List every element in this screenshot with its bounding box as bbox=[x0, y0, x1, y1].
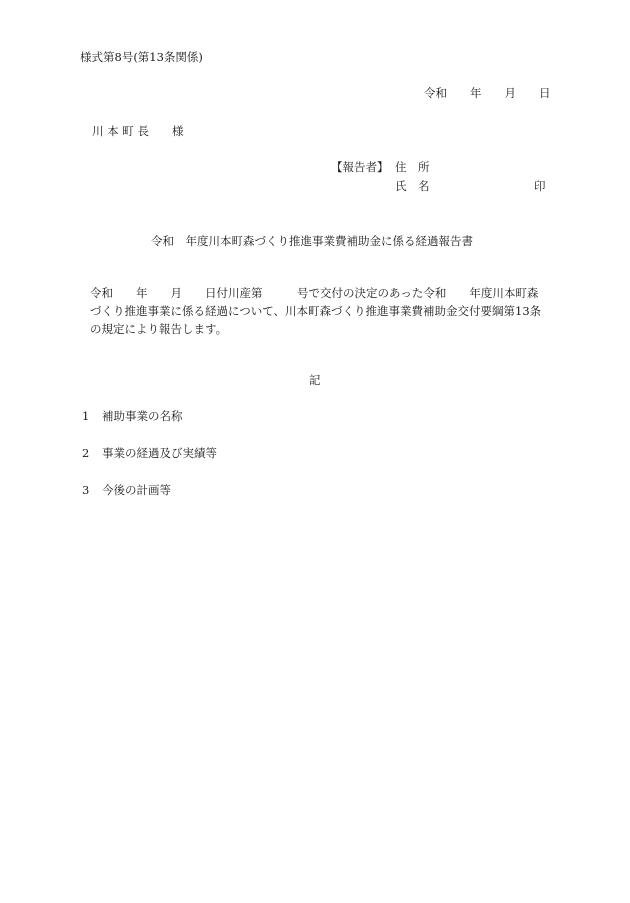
date-line: 令和 年 月 日 bbox=[424, 86, 551, 100]
item-number: 1 bbox=[82, 409, 90, 423]
reporter-address-label: 住 所 bbox=[395, 160, 430, 174]
item-number: 3 bbox=[82, 483, 90, 497]
body-paragraph bbox=[90, 284, 558, 338]
item-text: 今後の計画等 bbox=[102, 483, 171, 497]
body-line: づくり推進事業に係る経過について、川本町森づくり推進事業費補助金交付要綱第13条 bbox=[90, 304, 542, 318]
ki-heading: 記 bbox=[309, 373, 321, 387]
item-text: 補助事業の名称 bbox=[102, 409, 183, 423]
form-number-label: 様式第8号(第13条関係) bbox=[80, 50, 203, 64]
item-number: 2 bbox=[82, 446, 90, 460]
body-line: の規定により報告します。 bbox=[90, 322, 228, 336]
seal-mark: 印 bbox=[534, 179, 546, 193]
reporter-bracket-label: 【報告者】 bbox=[331, 160, 389, 174]
document-title: 令和 年度川本町森づくり推進事業費補助金に係る経過報告書 bbox=[151, 234, 473, 248]
item-text: 事業の経過及び実績等 bbox=[102, 446, 217, 460]
addressee: 川 本 町 長 様 bbox=[92, 124, 184, 138]
reporter-name-label: 氏 名 bbox=[395, 179, 430, 193]
body-line: 令和 年 月 日付川産第 号で交付の決定のあった令和 年度川本町森 bbox=[90, 286, 539, 300]
